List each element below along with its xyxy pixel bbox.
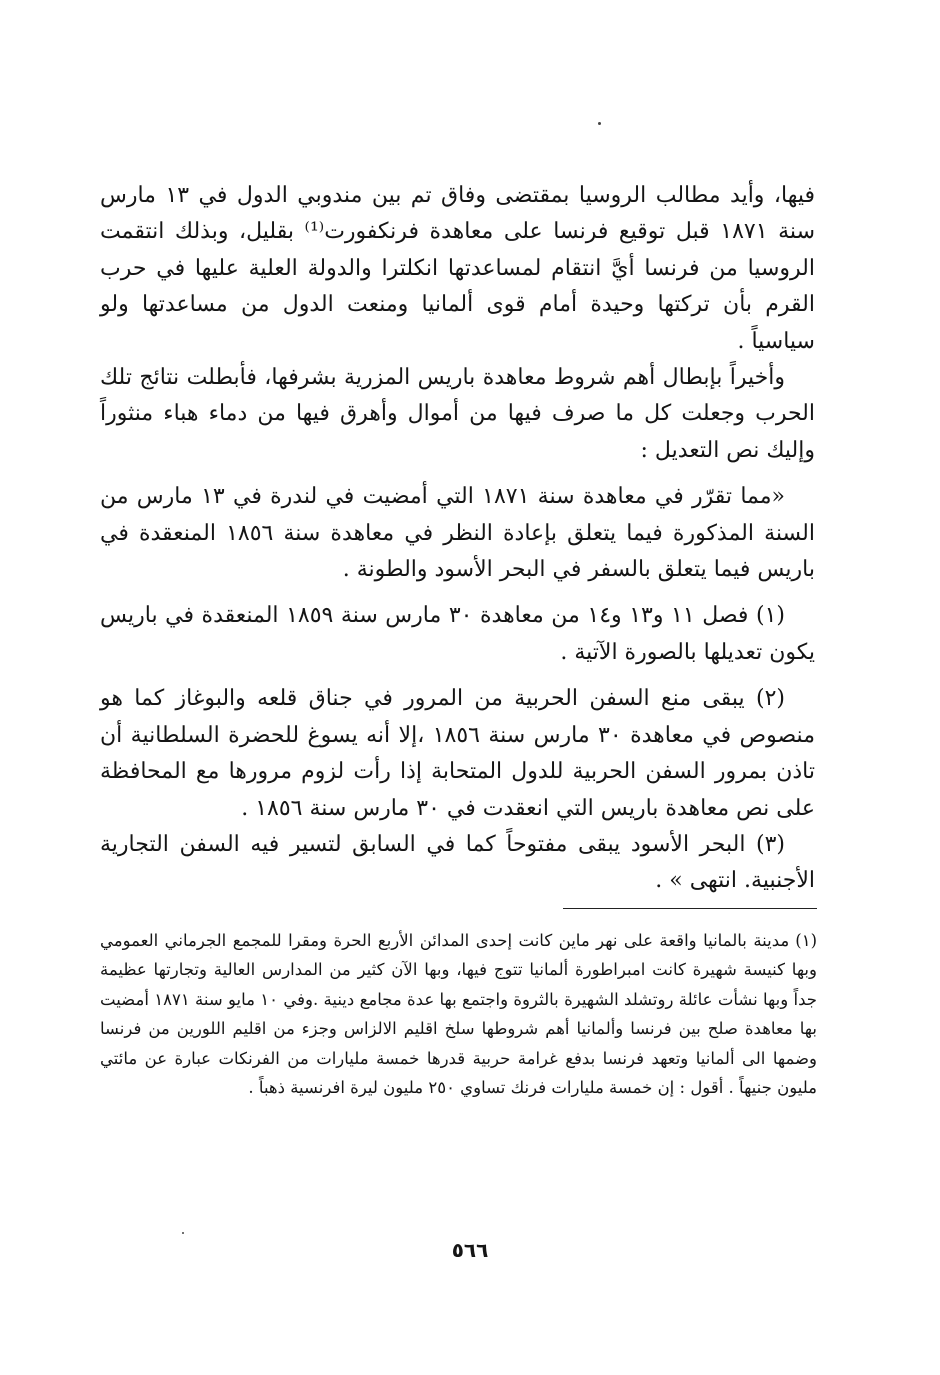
treaty-article-3: (٣) البحر الأسود يبقى مفتوحاً كما في السابق لتسير فيه السفن التجارية الأجنبية. انتهى » . xyxy=(100,831,815,894)
scan-speck xyxy=(598,122,601,125)
footnote-text: مدينة بالمانيا واقعة على نهر ماين كانت إحدى المدائن الأربع الحرة ومقرا للمجمع الجرماني العمومي وبها كنيسة شهيرة كانت امبراطورة ألمانيا تتوج فيها، وبها الآن كثير من المدارس العالية وتجارتها عظيمة جداً وبها نشأت عائلة روتشلد الشهيرة بالثروة واجتمع بها عدة مجامع دينية .وفي ١٠ مايو سنة ١٨٧١ أمضيت بها معاهدة صلح بين فرنسا وألمانيا أهم شروطها سلخ اقليم الالزاس وجزء من اقليم اللورين من فرنسا وضمها الى ألمانيا وتعهد فرنسا بدفع غرامة حربية قدرها خمسة مليارات من الفرنكات عبارة عن مائتي مليون جنيهاً . أقول : إن خمسة مليارات فرنك تساوي ٢٥٠ مليون ليرة افرنسية ذهباً . xyxy=(100,931,817,1098)
footnote xyxy=(100,926,817,1102)
paragraph-1: فيها، وأيد مطالب الروسيا بمقتضى وفاق تم بين مندوبي الدول في ١٣ مارس سنة ١٨٧١ قبل توقيع فرنسا على معاهدة فرنكفورت⁽¹⁾ بقليل، وبذلك انتقمت الروسيا من فرنسا أيَّ انتقام لمساعدتها انكلترا والدولة العلية عليها في حرب القرم بأن تركتها وحيدة أمام قوى ألمانيا ومنعت الدول من مساعدتها ولو سياسياً . xyxy=(100,183,815,354)
treaty-article-1: (١) فصل ١١ و١٣ و١٤ من معاهدة ٣٠ مارس سنة ١٨٥٩ المنعقدة في باريس يكون تعديلها بالصورة الآتية . xyxy=(100,603,815,665)
treaty-article-2: (٢) يبقى منع السفن الحربية من المرور في جناق قلعه والبوغاز كما هو منصوص في معاهدة ٣٠ مارس سنة ١٨٥٦ ،إلا أنه يسوغ للحضرة السلطانية أن تاذن بمرور السفن الحربية للدول المتحابة إذا رأت لزوم مرورها مع المحافظة على نص معاهدة باريس التي انعقدت في ٣٠ مارس سنة ١٨٥٦ . xyxy=(100,686,815,821)
page-number: ٥٦٦ xyxy=(451,1238,489,1262)
treaty-quote-intro: «مما تقرّر في معاهدة سنة ١٨٧١ التي أمضيت في لندرة في ١٣ مارس من السنة المذكورة فيما يتعلق بإعادة النظر في معاهدة سنة ١٨٥٦ المنعقدة في باريس فيما يتعلق بالسفر في البحر الأسود والطونة . xyxy=(100,484,815,583)
body-text xyxy=(100,178,815,900)
paragraph-2: وأخيراً بإبطال أهم شروط معاهدة باريس المزرية بشرفها، فأبطلت نتائج تلك الحرب وجعلت كل ما صرف فيها من أموال وأهرق فيها من دماء هباء منثوراً وإليك نص التعديل : xyxy=(100,365,815,463)
footnote-marker: (١) xyxy=(795,931,817,950)
footnote-paragraph xyxy=(100,926,817,1102)
scan-speck xyxy=(182,1232,184,1234)
footnote-separator xyxy=(563,908,817,909)
